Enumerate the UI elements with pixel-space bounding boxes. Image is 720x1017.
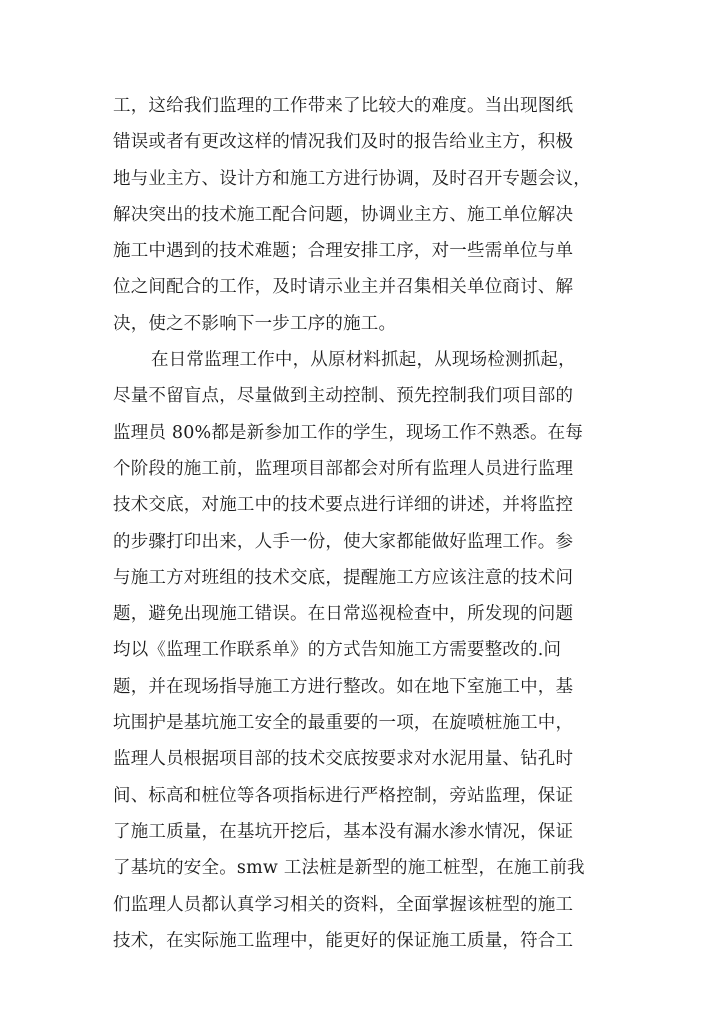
- text-line: 解决突出的技术施工配合问题，协调业主方、施工单位解决: [113, 204, 574, 225]
- text-line: 间、标高和桩位等各项指标进行严格控制，旁站监理，保证: [113, 785, 574, 806]
- text-line: 工，这给我们监理的工作带来了比较大的难度。当出现图纸: [113, 96, 574, 116]
- text-line: 监理人员根据项目部的技术交底按要求对水泥用量、钻孔时: [113, 749, 574, 770]
- text-line: 题，避免出现施工错误。在日常巡视检查中，所发现的问题: [113, 604, 574, 625]
- text-line: 均以《监理工作联系单》的方式告知施工方需要整改的.问: [113, 640, 562, 661]
- text-line: 了施工质量，在基坑开挖后，基本没有漏水渗水情况，保证: [113, 821, 574, 842]
- text-line: 与施工方对班组的技术交底，提醒施工方应该注意的技术问: [113, 567, 574, 588]
- text-line: 决，使之不影响下一步工序的施工。: [113, 313, 397, 334]
- text-line: 们监理人员都认真学习相关的资料，全面掌握该桩型的施工: [113, 894, 574, 915]
- text-line: 题，并在现场指导施工方进行整改。如在地下室施工中，基: [113, 676, 574, 697]
- body-text: [113, 88, 613, 959]
- text-line: 坑围护是基坑施工安全的最重要的一项，在旋喷桩施工中，: [113, 713, 574, 734]
- text-line: 的步骤打印出来，人手一份，使大家都能做好监理工作。参: [113, 531, 574, 552]
- text-line: 了基坑的安全。smw 工法桩是新型的施工桩型，在施工前我: [113, 858, 585, 879]
- text-line: 地与业主方、设计方和施工方进行协调，及时召开专题会议，: [113, 168, 591, 189]
- text-line: 错误或者有更改这样的情况我们及时的报告给业主方，积极: [113, 132, 574, 153]
- text-line: 监理员 80%都是新参加工作的学生，现场工作不熟悉。在每: [113, 422, 584, 443]
- text-line: 个阶段的施工前，监理项目部都会对所有监理人员进行监理: [113, 458, 574, 479]
- text-line: 施工中遇到的技术难题；合理安排工序，对一些需单位与单: [113, 241, 574, 262]
- text-line: 技术交底，对施工中的技术要点进行详细的讲述，并将监控: [113, 495, 574, 516]
- text-line: 技术，在实际施工监理中，能更好的保证施工质量，符合工: [113, 930, 574, 951]
- paragraph-first-line: 在日常监理工作中，从原材料抓起，从现场检测抓起，: [151, 350, 576, 371]
- text-line: 位之间配合的工作，及时请示业主并召集相关单位商讨、解: [113, 277, 574, 298]
- text-line: 尽量不留盲点，尽量做到主动控制、预先控制我们项目部的: [113, 386, 574, 407]
